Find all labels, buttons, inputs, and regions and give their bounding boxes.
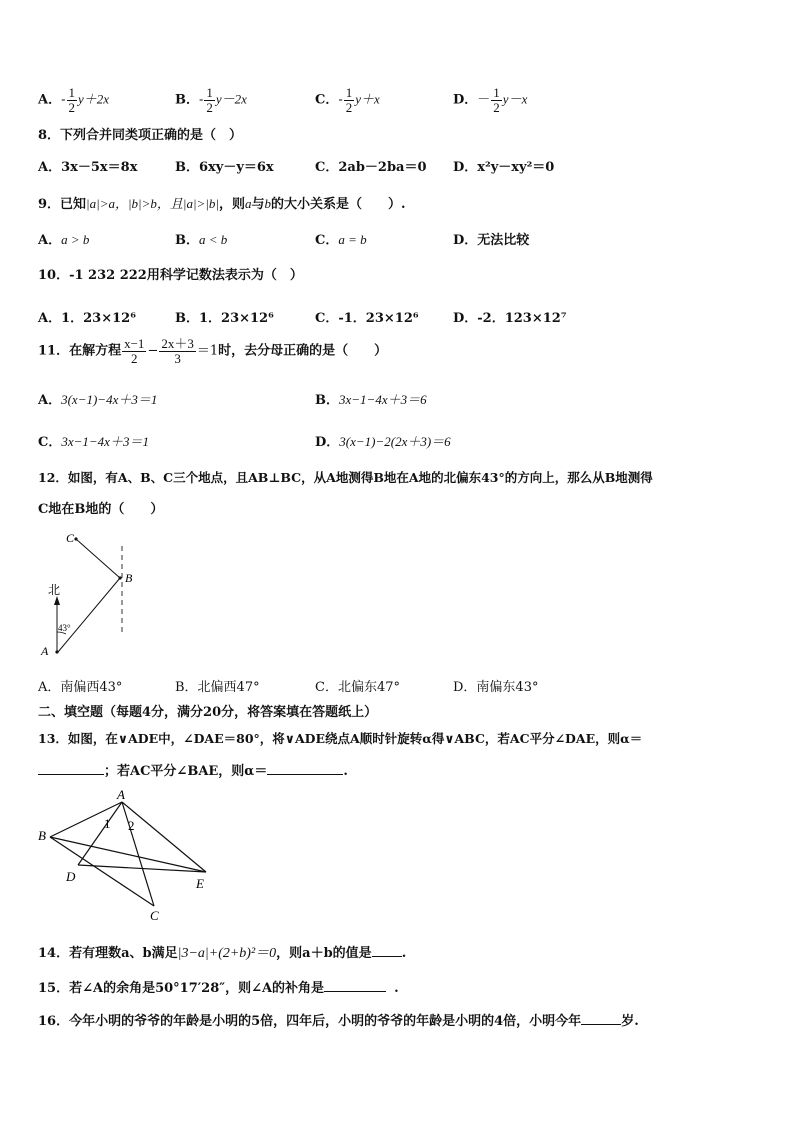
- q12-point-b: [118, 576, 121, 579]
- q13-segment-ab: [50, 802, 122, 837]
- q16-end: 岁.: [621, 1014, 639, 1029]
- q11-f1-num: x−1: [124, 336, 145, 351]
- q13-label-angle-2: 2: [128, 818, 135, 833]
- q9-option-d[interactable]: D．无法比较: [453, 233, 530, 248]
- q7-d-den: 2: [493, 99, 500, 115]
- q7-c-expr: y＋x: [355, 91, 380, 107]
- q16: [38, 1010, 639, 1029]
- q7-option-a[interactable]: [38, 86, 109, 114]
- q11-option-a[interactable]: [38, 389, 157, 408]
- q13-line2: [38, 760, 348, 779]
- q9-stem-suffix: 的大小关系是（ ）.: [271, 197, 406, 212]
- q7-b-den: 2: [206, 99, 213, 115]
- q12-segment-ab: [58, 578, 120, 652]
- q7-b-sign: -: [199, 92, 204, 108]
- q13-label-d: D: [66, 869, 76, 884]
- q9-c-math: a = b: [338, 232, 367, 247]
- q9-stem-prefix: 9．已知: [38, 197, 87, 212]
- q12-option-c[interactable]: C．北偏东47°: [315, 680, 400, 695]
- q15-answer-blank[interactable]: [324, 979, 386, 992]
- q10-stem: 10．-1 232 222用科学记数法表示为（ ）: [38, 268, 303, 283]
- q9-option-a[interactable]: [38, 229, 89, 248]
- q10-option-d[interactable]: D．-2．123×12⁷: [453, 311, 567, 326]
- q9-b-label: B．: [175, 233, 199, 248]
- q13-line1: 13．如图，在∨ADE中，∠DAE＝80°，将∨ADE绕点A顺时针旋转α得∨ABC，若AC平分∠DAE，则α＝: [38, 731, 643, 746]
- q8-option-a[interactable]: A．3x－5x＝8x: [38, 160, 138, 175]
- q12-point-a: [55, 650, 58, 653]
- q7-option-b[interactable]: [175, 86, 247, 114]
- q14-text-prefix: 14．若有理数a、b满足: [38, 946, 178, 961]
- q16-answer-blank[interactable]: [581, 1012, 621, 1025]
- q7-c-fraction: [344, 86, 355, 114]
- q11-f2-num: 2x＋3: [161, 336, 194, 351]
- q9-stem: [38, 193, 406, 212]
- q13-label-angle-1: 1: [104, 816, 111, 831]
- q13-segment-ad: [78, 802, 122, 865]
- q13-label-e: E: [196, 876, 204, 891]
- q9-option-b[interactable]: [175, 229, 227, 248]
- q12-stem-line1: 12．如图，有A、B、C三个地点，且AB⊥BC，从A地测得B地在A地的北偏东43°的方向上，那么从B地测得: [38, 470, 653, 485]
- q13-answer-blank-2[interactable]: [267, 762, 343, 775]
- q16-text: 16．今年小明的爷爷的年龄是小明的5倍，四年后，小明的爷爷的年龄是小明的4倍，小明今年: [38, 1014, 582, 1029]
- q13-segment-ae: [122, 802, 206, 872]
- q13-line2-end: .: [343, 764, 348, 779]
- q10-option-c[interactable]: C．-1．23×12⁶: [315, 311, 419, 326]
- q12-stem-line2: C地在B地的（ ）: [38, 502, 164, 517]
- q8-option-b[interactable]: B．6xy－y＝6x: [175, 160, 274, 175]
- q14-text-suffix: ，则a＋b的值是: [276, 946, 372, 961]
- q11-stem-prefix: 11．在解方程: [38, 343, 122, 359]
- q7-option-d-label: D．: [453, 92, 478, 108]
- q14: [38, 942, 406, 962]
- q7-a-den: 2: [68, 99, 75, 115]
- q11-option-d[interactable]: [315, 431, 451, 450]
- q12-segment-cb: [76, 539, 120, 578]
- q7-option-c-label: C．: [315, 92, 339, 108]
- q12-point-c: [74, 537, 77, 540]
- q14-end: .: [401, 946, 407, 961]
- q7-a-fraction: [67, 86, 78, 114]
- q11-option-b[interactable]: [315, 389, 427, 408]
- q7-b-expr: y－2x: [215, 91, 247, 107]
- q9-var-b: b: [264, 196, 271, 211]
- q7-option-d[interactable]: [453, 86, 527, 114]
- q12-label-b: B: [125, 571, 133, 585]
- q9-c-label: C．: [315, 233, 339, 248]
- q11-option-c[interactable]: [38, 431, 149, 450]
- q11-a-math: 3(x−1)−4x＋3＝1: [61, 392, 158, 407]
- q7-c-sign: -: [338, 92, 343, 108]
- q9-stem-condition: |a|>a，|b|>b，且|a|>|b|: [86, 196, 219, 211]
- q9-var-a: a: [244, 196, 252, 211]
- q7-d-num: 1: [493, 85, 500, 100]
- q12-label-angle: 43°: [58, 623, 71, 633]
- q12-label-north: 北: [48, 583, 61, 597]
- q9-option-c[interactable]: [315, 229, 367, 248]
- q9-stem-then: ，则: [218, 197, 245, 212]
- section-2-heading: 二、填空题（每题4分，满分20分，将答案填在答题纸上）: [38, 705, 378, 720]
- q8-stem: 8．下列合并同类项正确的是（ ）: [38, 128, 243, 143]
- q7-b-num: 1: [206, 85, 213, 100]
- q10-option-a[interactable]: A．1．23×12⁶: [38, 311, 136, 326]
- q14-math: |3−a|+(2+b)²＝0: [177, 946, 277, 961]
- q7-a-expr: y＋2x: [78, 91, 110, 107]
- q11-d-label: D．: [315, 435, 340, 450]
- q7-option-c[interactable]: [315, 86, 380, 114]
- q9-stem-and: 与: [251, 197, 265, 212]
- q7-c-num: 1: [345, 85, 353, 100]
- q7-c-den: 2: [345, 99, 353, 115]
- q11-b-label: B．: [315, 393, 339, 408]
- q13-label-a: A: [117, 790, 125, 802]
- q11-d-math: 3(x−1)−2(2x＋3)＝6: [339, 434, 451, 449]
- q9-b-math: a < b: [199, 232, 228, 247]
- q11-c-label: C．: [38, 435, 62, 450]
- q11-a-label: A．: [38, 393, 62, 408]
- q11-fraction-2: [159, 337, 196, 365]
- q7-a-sign: -: [61, 92, 66, 108]
- q9-a-math: a > b: [61, 232, 90, 247]
- q11-c-math: 3x−1−4x＋3＝1: [61, 434, 149, 449]
- q12-option-b[interactable]: B．北偏西47°: [175, 680, 260, 695]
- q8-option-d[interactable]: D．x²y－xy²＝0: [453, 160, 555, 175]
- q12-label-c: C: [66, 531, 75, 545]
- q11-minus: −: [147, 343, 159, 359]
- q13-label-c: C: [150, 908, 159, 922]
- q11-b-math: 3x−1−4x＋3＝6: [339, 392, 427, 407]
- q7-option-a-label: A．: [38, 92, 62, 108]
- q7-option-b-label: B．: [175, 92, 199, 108]
- q12-option-d[interactable]: D．南偏东43°: [453, 680, 539, 695]
- q7-d-sign: －: [477, 92, 491, 108]
- q12-label-a: A: [41, 644, 49, 658]
- q7-d-fraction: [491, 86, 502, 114]
- q13-label-b: B: [38, 828, 46, 843]
- q15: [38, 977, 399, 996]
- q14-answer-blank[interactable]: [372, 944, 402, 957]
- q13-line2-text: ；若AC平分∠BAE，则α＝: [104, 764, 268, 779]
- q13-segment-be: [50, 837, 206, 872]
- q12-option-a[interactable]: A．南偏西43°: [38, 680, 123, 695]
- q15-end: .: [394, 981, 399, 996]
- q13-figure: [36, 790, 216, 922]
- q11-f1-den: 2: [131, 350, 138, 366]
- q8-option-c[interactable]: C．2ab－2ba＝0: [315, 160, 427, 175]
- q15-text: 15．若∠A的余角是50°17′28″，则∠A的补角是: [38, 981, 325, 996]
- q7-d-expr: y－x: [502, 91, 528, 107]
- q11-fraction-1: [122, 337, 146, 365]
- q7-a-num: 1: [68, 85, 75, 100]
- q11-stem: [38, 337, 387, 365]
- q11-f2-den: 3: [174, 350, 181, 366]
- q11-eq: ＝1: [196, 343, 219, 359]
- q9-a-label: A．: [38, 233, 62, 248]
- q12-north-arrow-icon: [54, 596, 60, 605]
- q11-stem-suffix: 时，去分母正确的是（ ）: [218, 343, 388, 359]
- q13-answer-blank-1[interactable]: [38, 762, 104, 775]
- q12-figure: [36, 528, 146, 662]
- q10-option-b[interactable]: B．1．23×12⁶: [175, 311, 274, 326]
- q7-b-fraction: [204, 86, 215, 114]
